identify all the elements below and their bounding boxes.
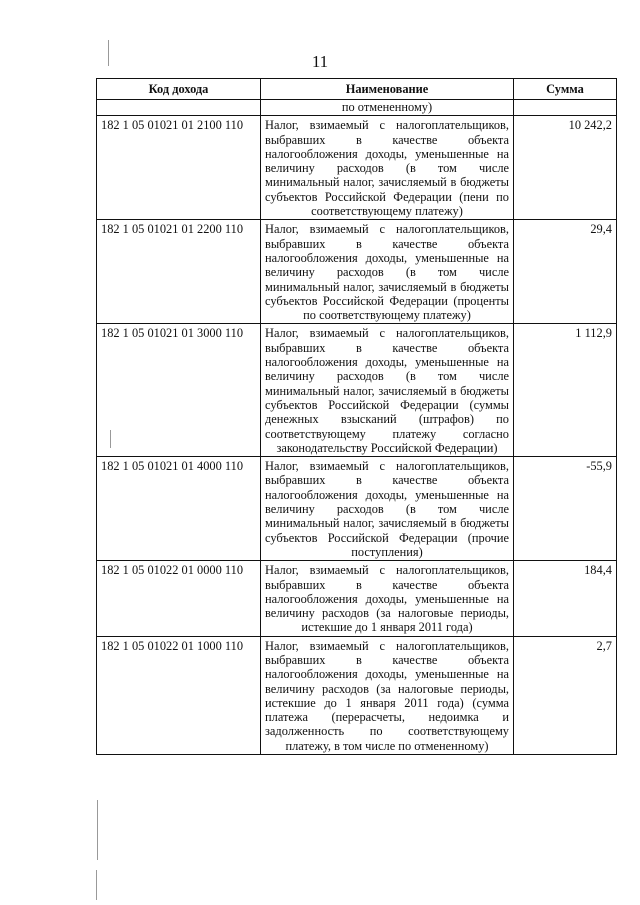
scan-mark [110,430,111,448]
cell-sum: 1 112,9 [514,324,617,457]
cell-name: Налог, взимаемый с налогоплательщиков, выбравших в качестве объекта налогообложения доходы, уменьшенные на величину расходов (в том числе минимальный налог, зачисляемый в бюджеты субъектов Российской Федерации (пени по соответствующему платежу) [261,116,514,220]
scan-mark [108,40,109,66]
cell-code: 182 1 05 01021 01 2200 110 [97,220,261,324]
table-row [97,636,617,754]
header-sum: Сумма [514,79,617,100]
cell-name: по отмененному) [261,100,514,116]
page-number: 11 [311,52,329,71]
header-code: Код дохода [97,79,261,100]
cell-name: Налог, взимаемый с налогоплательщиков, выбравших в качестве объекта налогообложения доходы, уменьшенные на величину расходов (за налоговые периоды, истекшие до 1 января 2011 года) [261,561,514,636]
cell-code [97,100,261,116]
cell-code: 182 1 05 01021 01 2100 110 [97,116,261,220]
table-header-row [97,79,617,100]
table-row [97,220,617,324]
table-row [97,457,617,561]
table-row [97,324,617,457]
table-row [97,116,617,220]
table-row-continuation [97,100,617,116]
cell-sum: 2,7 [514,636,617,754]
cell-name: Налог, взимаемый с налогоплательщиков, выбравших в качестве объекта налогообложения доходы, уменьшенные на величину расходов (в том числе минимальный налог, зачисляемый в бюджеты субъектов Российской Федерации (проценты по соответствующему платежу) [261,220,514,324]
scan-mark [96,870,97,900]
cell-name: Налог, взимаемый с налогоплательщиков, выбравших в качестве объекта налогообложения доходы, уменьшенные на величину расходов (в том числе минимальный налог, зачисляемый в бюджеты субъектов Российской Федерации (прочие поступления) [261,457,514,561]
cell-sum [514,100,617,116]
cell-name: Налог, взимаемый с налогоплательщиков, выбравших в качестве объекта налогообложения доходы, уменьшенные на величину расходов (за налоговые периоды, истекшие до 1 января 2011 года) (сумма платежа (перерасчеты, недоимка и задолженность по соответствующему платежу, в том числе по отмененному) [261,636,514,754]
income-table [96,78,617,755]
cell-code: 182 1 05 01022 01 1000 110 [97,636,261,754]
table-row [97,561,617,636]
cell-sum: -55,9 [514,457,617,561]
cell-code: 182 1 05 01022 01 0000 110 [97,561,261,636]
cell-sum: 184,4 [514,561,617,636]
cell-name: Налог, взимаемый с налогоплательщиков, выбравших в качестве объекта налогообложения доходы, уменьшенные на величину расходов (в том числе минимальный налог, зачисляемый в бюджеты субъектов Российской Федерации (суммы денежных взысканий (штрафов) по соответствующему платежу согласно законодательству Российской Федерации) [261,324,514,457]
cell-sum: 29,4 [514,220,617,324]
cell-sum: 10 242,2 [514,116,617,220]
cell-code: 182 1 05 01021 01 4000 110 [97,457,261,561]
header-name: Наименование [261,79,514,100]
scan-mark [97,800,98,860]
cell-code: 182 1 05 01021 01 3000 110 [97,324,261,457]
